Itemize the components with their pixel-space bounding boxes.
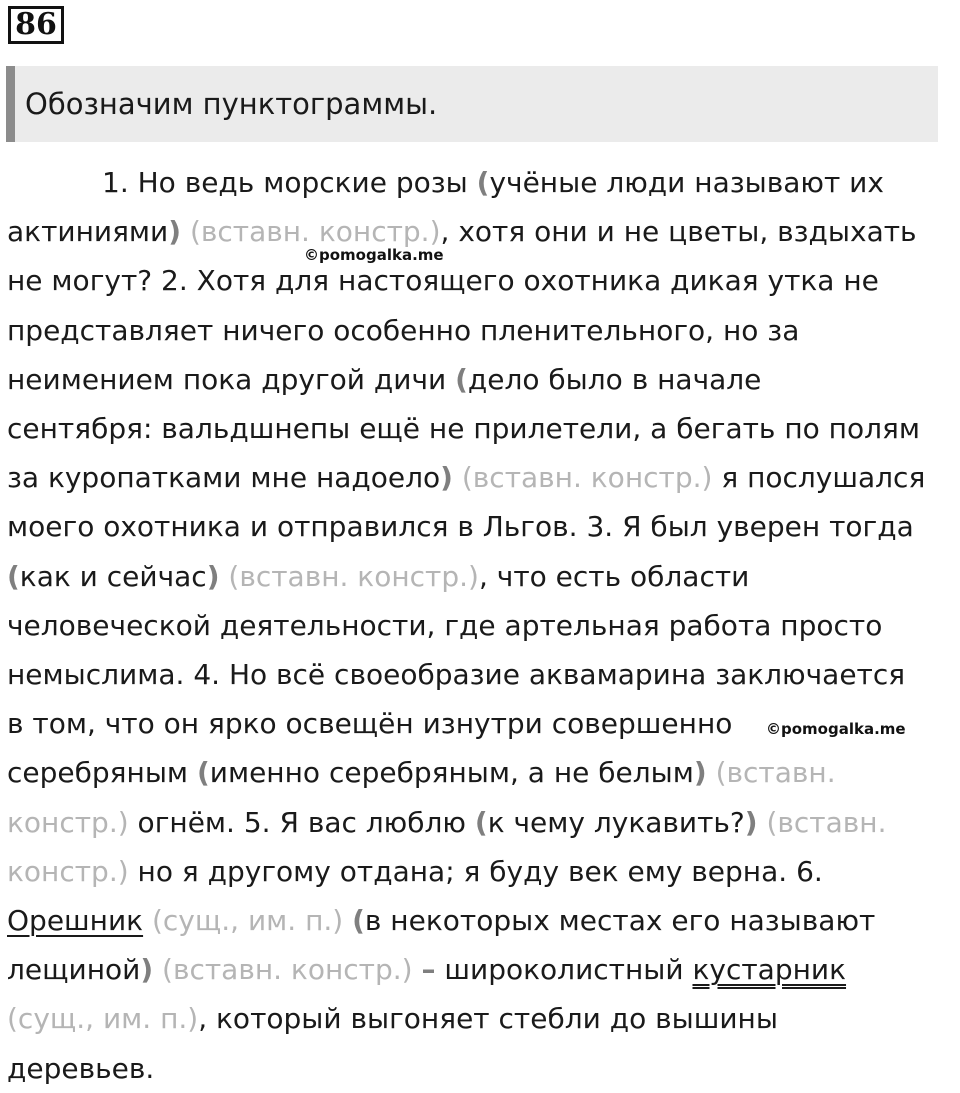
text-line: неимением пока другой дичи (дело было в начале — [7, 362, 762, 396]
exercise-text — [7, 158, 955, 1093]
text-line: моего охотника и отправился в Льгов. 3. Я был уверен тогда — [7, 510, 914, 544]
annotation: констр.) — [7, 854, 129, 888]
task-number: 86 — [8, 6, 64, 44]
subject-underline: Орешник — [7, 904, 144, 938]
parenthesis: ( — [352, 904, 365, 938]
watermark: ©pomogalka.me — [304, 246, 444, 264]
annotation: (вставн. констр.) — [162, 953, 413, 987]
parenthesis: ) — [693, 756, 707, 790]
watermark: ©pomogalka.me — [766, 720, 906, 738]
parenthesis: ) — [744, 805, 758, 839]
annotation: (сущ., им. п.) — [7, 1002, 199, 1036]
text-line: в том, что он ярко освещён изнутри совершенно — [7, 707, 733, 741]
dash: – — [421, 953, 436, 987]
parenthesis: ) — [140, 953, 154, 987]
parenthesis: ( — [476, 166, 490, 199]
text-line: (сущ., им. п.), который выгоняет стебли до вышины — [7, 1002, 778, 1036]
parenthesis: ) — [168, 215, 182, 249]
text-line: не могут? 2. Хотя для настоящего охотника дикая утка не — [7, 264, 879, 298]
annotation: (вставн. констр.) — [228, 559, 479, 593]
text-line: человеческой деятельности, где артельная работа просто — [7, 608, 883, 642]
parenthesis: ) — [440, 461, 453, 495]
annotation: (вставн. — [766, 805, 887, 839]
text-line: лещиной) (вставн. констр.) – широколистный кустарник — [7, 953, 847, 987]
parenthesis: ( — [7, 559, 20, 593]
parenthesis: ( — [455, 362, 468, 396]
text-line: (как и сейчас) (вставн. констр.), что есть области — [7, 559, 750, 593]
parenthesis: ( — [474, 805, 488, 839]
text-line: представляет ничего особенно пленительного, но за — [7, 313, 800, 347]
annotation: (сущ., им. п.) — [151, 904, 344, 938]
annotation: (вставн. констр.) — [189, 215, 441, 249]
text-line: деревьев. — [7, 1051, 155, 1085]
annotation: (вставн. констр.) — [461, 461, 713, 495]
text-line: Орешник (сущ., им. п.) (в некоторых местах его называют — [7, 904, 876, 938]
text-line: серебряным (именно серебряным, а не белым) (вставн. — [7, 756, 836, 790]
instruction-banner: Обозначим пунктограммы. — [6, 66, 938, 142]
text-line: сентября: вальдшнепы ещё не прилетели, а бегать по полям — [7, 412, 920, 446]
text-line: констр.) но я другому отдана; я буду век ему верна. 6. — [7, 854, 823, 888]
text-line: за куропатками мне надоело) (вставн. констр.) я послушался — [7, 461, 926, 495]
text-line: 1. Но ведь морские розы (учёные люди называют их — [102, 166, 884, 199]
text-line: констр.) огнём. 5. Я вас люблю (к чему лукавить?) (вставн. — [7, 805, 887, 839]
annotation: (вставн. — [715, 756, 836, 790]
text-line: актиниями) (вставн. констр.), хотя они и не цветы, вздыхать — [7, 215, 917, 249]
parenthesis: ( — [196, 756, 210, 790]
parenthesis: ) — [206, 559, 220, 593]
annotation: констр.) — [7, 805, 129, 839]
text-line: немыслима. 4. Но всё своеобразие аквамарина заключается — [7, 658, 906, 692]
predicate-underline: кустарник — [692, 953, 847, 987]
